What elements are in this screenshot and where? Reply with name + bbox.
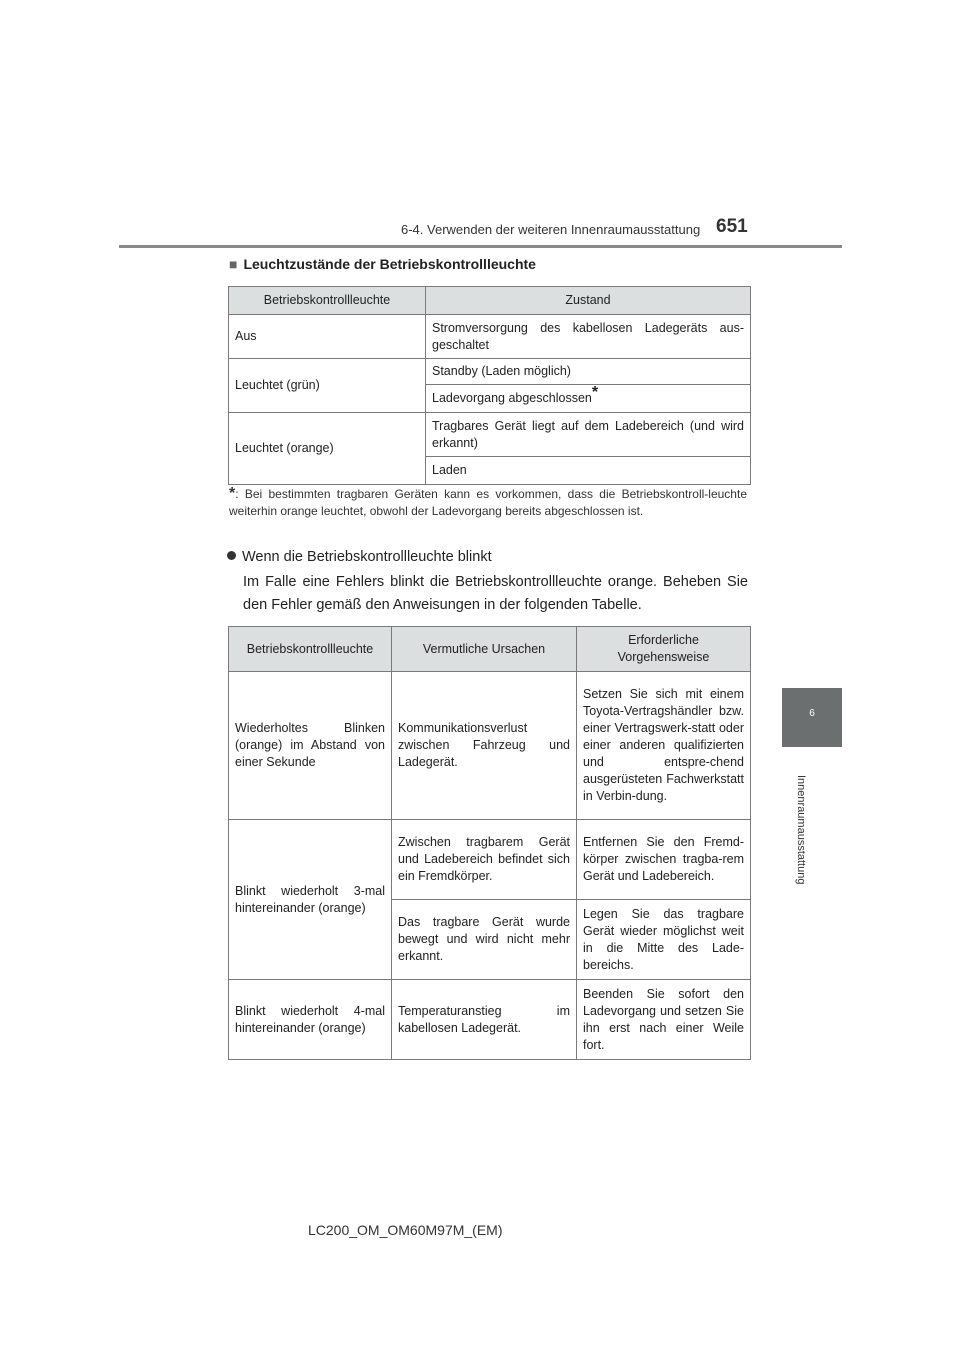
footnote-text: : Bei bestimmten tragbaren Geräten kann es vorkommen, dass die Betriebskontroll-leuchte weiterhin orange leuchtet, obwohl der Ladevorgang bereits abgeschlossen ist. <box>229 487 747 518</box>
table-row <box>229 672 751 820</box>
chapter-label: Innenraumausstattung <box>795 775 807 885</box>
table-row <box>229 980 751 1060</box>
blink-troubleshooting-table <box>228 626 751 1060</box>
table-cell: Blinkt wiederholt 3-mal hintereinander (orange) <box>229 820 392 980</box>
column-header: Erforderliche Vorgehensweise <box>577 627 751 672</box>
table-cell: Blinkt wiederholt 4-mal hintereinander (orange) <box>229 980 392 1060</box>
chapter-tab[interactable] <box>782 688 842 747</box>
column-header: Zustand <box>426 287 751 315</box>
table-cell: Beenden Sie sofort den Ladevorgang und setzen Sie ihn erst nach einer Weile fort. <box>577 980 751 1060</box>
lamp-status-table <box>228 286 751 485</box>
table-cell: Kommunikationsverlust zwischen Fahrzeug und Ladegerät. <box>392 672 577 820</box>
page-number: 651 <box>716 216 748 237</box>
column-header: Betriebskontrollleuchte <box>229 287 426 315</box>
section-heading <box>229 256 536 272</box>
table-cell: Wiederholtes Blinken (orange) im Abstand von einer Sekunde <box>229 672 392 820</box>
footnote <box>229 485 747 520</box>
column-header: Betriebskontrollleuchte <box>229 627 392 672</box>
table-header-row <box>229 627 751 672</box>
running-header-section: 6-4. Verwenden der weiteren Innenraumausstattung <box>401 222 701 237</box>
section-heading-text: Leuchtzustände der Betriebskontrollleuchte <box>243 256 536 272</box>
table-header-row <box>229 287 751 315</box>
header-rule <box>119 245 842 248</box>
table-cell: Temperaturanstieg im kabellosen Ladegerät. <box>392 980 577 1060</box>
table-cell: Setzen Sie sich mit einem Toyota-Vertragshändler bzw. einer Vertragswerk-statt oder einer anderen qualifizierten und entspre-chend ausgerüsteten Fachwerkstatt in Verbin-dung. <box>577 672 751 820</box>
bullet-body-text: Im Falle eine Fehlers blinkt die Betriebskontrollleuchte orange. Beheben Sie den Fehler gemäß den Anweisungen in der folgenden Tabelle. <box>243 574 748 613</box>
cell-text: Ladevorgang abgeschlossen <box>432 391 592 405</box>
asterisk-marker: * <box>591 383 599 401</box>
table-cell: Laden <box>426 457 751 485</box>
chapter-side-label <box>795 775 809 885</box>
table-row <box>229 413 751 457</box>
table-row <box>229 315 751 359</box>
table-cell: Entfernen Sie den Fremd-körper zwischen tragba-rem Gerät und Ladebereich. <box>577 820 751 900</box>
table-cell: Leuchtet (grün) <box>229 359 426 413</box>
table-cell: Standby (Laden möglich) <box>426 359 751 385</box>
table-cell: Aus <box>229 315 426 359</box>
table-cell: Das tragbare Gerät wurde bewegt und wird nicht mehr erkannt. <box>392 900 577 980</box>
square-bullet-icon: ■ <box>229 256 238 272</box>
table-cell: Tragbares Gerät liegt auf dem Ladebereich (und wird erkannt) <box>426 413 751 457</box>
table-cell: Zwischen tragbarem Gerät und Ladebereich befindet sich ein Fremdkörper. <box>392 820 577 900</box>
chapter-number: 6 <box>809 708 815 719</box>
table-cell: Legen Sie das tragbare Gerät wieder möglichst weit in die Mitte des Lade-bereichs. <box>577 900 751 980</box>
footnote-marker: * <box>229 485 236 502</box>
bullet-heading <box>227 549 492 565</box>
document-code: LC200_OM_OM60M97M_(EM) <box>308 1222 503 1238</box>
column-header: Vermutliche Ursachen <box>392 627 577 672</box>
table-cell: Leuchtet (orange) <box>229 413 426 485</box>
table-cell: Stromversorgung des kabellosen Ladegeräts aus-geschaltet <box>426 315 751 359</box>
table-row <box>229 359 751 385</box>
bullet-heading-text: Wenn die Betriebskontrollleuchte blinkt <box>242 549 492 565</box>
table-row <box>229 820 751 900</box>
bullet-dot-icon <box>227 551 236 560</box>
table-cell <box>426 385 751 413</box>
